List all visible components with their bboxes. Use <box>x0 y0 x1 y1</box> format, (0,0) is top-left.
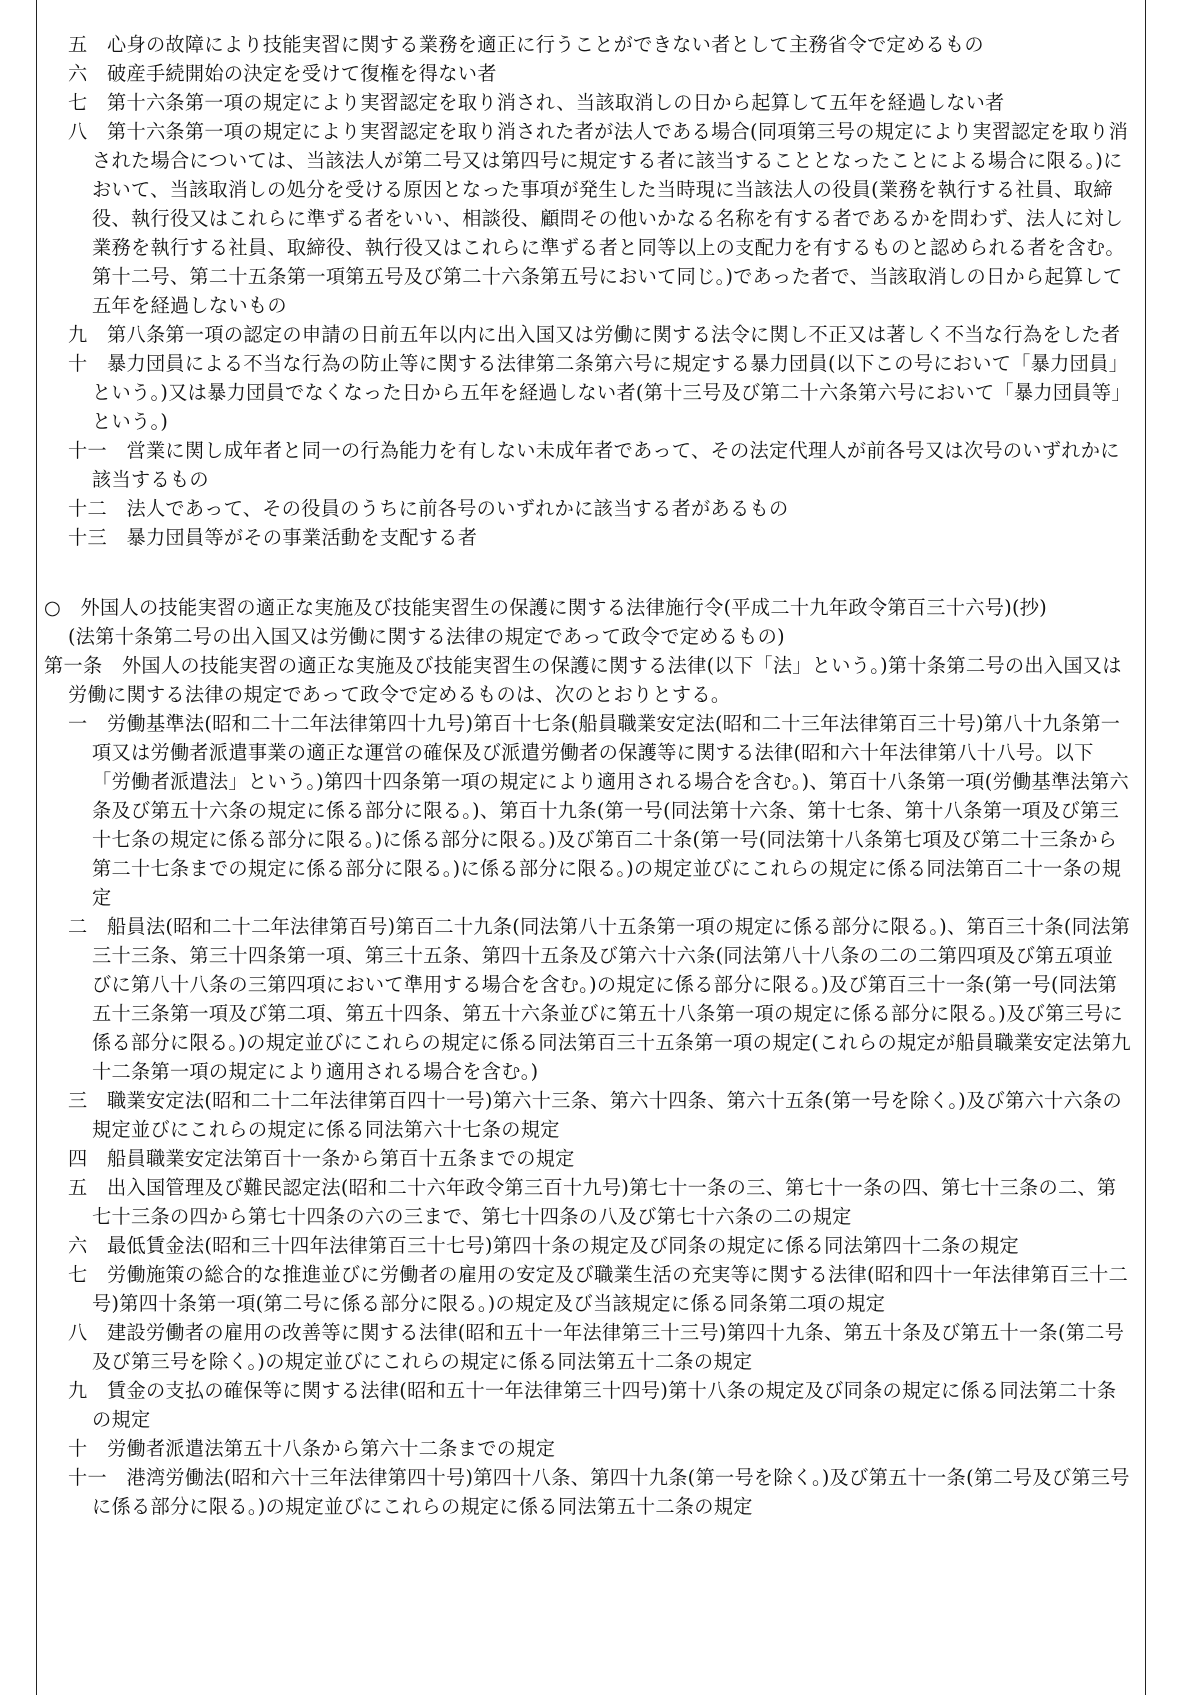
list-item: 四 船員職業安定法第百十一条から第百十五条までの規定 <box>68 1147 575 1170</box>
section-spacer <box>44 581 1132 593</box>
list-item: 八 建設労働者の雇用の改善等に関する法律(昭和五十一年法律第三十三号)第四十九条、第五十条及び第五十一条(第二号及び第三号を除く。)の規定並びにこれらの規定に係る同法第五十二条の規定 <box>68 1321 1125 1373</box>
list-item: 九 賃金の支払の確保等に関する法律(昭和五十一年法律第三十四号)第十八条の規定及び同条の規定に係る同法第二十条の規定 <box>68 1379 1117 1431</box>
list-item: 六 最低賃金法(昭和三十四年法律第百三十七号)第四十条の規定及び同条の規定に係る同法第四十二条の規定 <box>68 1234 1019 1257</box>
list-item: 十 暴力団員による不当な行為の防止等に関する法律第二条第六号に規定する暴力団員(以下この号において「暴力団員」という。)又は暴力団員でなくなった日から五年を経過しない者(第十三号及び第二十六条第六号において「暴力団員等」という。) <box>68 352 1131 433</box>
list-item: 十 労働者派遣法第五十八条から第六十二条までの規定 <box>68 1437 556 1460</box>
section-spacer <box>44 552 1132 581</box>
section-enforcement-order <box>44 593 1132 1521</box>
list-item: 十三 暴力団員等がその事業活動を支配する者 <box>68 526 478 549</box>
list-item: 九 第八条第一項の認定の申請の日前五年以内に出入国又は労働に関する法令に関し不正又は著しく不当な行為をした者 <box>68 323 1121 346</box>
list-item: 十一 営業に関し成年者と同一の行為能力を有しない未成年者であって、その法定代理人が前各号又は次号のいずれかに該当するもの <box>68 439 1120 491</box>
list-item: 八 第十六条第一項の規定により実習認定を取り消された者が法人である場合(同項第三号の規定により実習認定を取り消された場合については、当該法人が第二号又は第四号に規定する者に該当することとなったことによる場合に限る。)において、当該取消しの処分を受ける原因となった事項が発生した当時現に当該法人の役員(業務を執行する社員、取締役、執行役又はこれらに準ずる者をいい、相談役、顧問その他いかなる名称を有する者であるかを問わず、法人に対し業務を執行する社員、取締役、執行役又はこれらに準ずる者と同等以上の支配力を有するものと認められる者を含む。第十二号、第二十五条第一項第五号及び第二十六条第五号において同じ。)であった者で、当該取消しの日から起算して五年を経過しないもの <box>68 120 1129 317</box>
list-item: 二 船員法(昭和二十二年法律第百号)第百二十九条(同法第八十五条第一項の規定に係る部分に限る。)、第百三十条(同法第三十三条、第三十四条第一項、第三十五条、第四十五条及び第六十六条(同法第八十八条の二の二第四項及び第五項並びに第八十八条の三第四項において準用する場合を含む。)の規定に係る部分に限る。)及び第百三十一条(第一号(同法第五十三条第一項及び第二項、第五十四条、第五十六条並びに第五十八条第一項の規定に係る部分に限る。)及び第三号に係る部分に限る。)の規定並びにこれらの規定に係る同法第百三十五条第一項の規定(これらの規定が船員職業安定法第九十二条第一項の規定により適用される場合を含む。) <box>68 915 1131 1083</box>
list-item: 五 心身の故障により技能実習に関する業務を適正に行うことができない者として主務省令で定めるもの <box>68 33 984 56</box>
document-body <box>44 30 1132 1521</box>
order-title: ○ 外国人の技能実習の適正な実施及び技能実習生の保護に関する法律施行令(平成二十九年政令第百三十六号)(抄) <box>44 596 1048 619</box>
list-item: 七 労働施策の総合的な推進並びに労働者の雇用の安定及び職業生活の充実等に関する法律(昭和四十一年法律第百三十二号)第四十条第一項(第二号に係る部分に限る。)の規定及び当該規定に係る同条第二項の規定 <box>68 1263 1129 1315</box>
list-item: 一 労働基準法(昭和二十二年法律第四十九号)第百十七条(船員職業安定法(昭和二十三年法律第百三十号)第八十九条第一項又は労働者派遣事業の適正な運営の確保及び派遣労働者の保護等に関する法律(昭和六十年法律第八十八号。以下「労働者派遣法」という。)第四十四条第一項の規定により適用される場合を含む。)、第百十八条第一項(労働基準法第六条及び第五十六条の規定に係る部分に限る。)、第百十九条(第一号(同法第十六条、第十七条、第十八条第一項及び第三十七条の規定に係る部分に限る。)に係る部分に限る。)及び第百二十条(第一号(同法第十八条第七項及び第二十三条から第二十七条までの規定に係る部分に限る。)に係る部分に限る。)の規定並びにこれらの規定に係る同法第百二十一条の規定 <box>68 712 1129 909</box>
list-item: 十一 港湾労働法(昭和六十三年法律第四十号)第四十八条、第四十九条(第一号を除く。)及び第五十一条(第二号及び第三号に係る部分に限る。)の規定並びにこれらの規定に係る同法第五十二条の規定 <box>68 1466 1130 1518</box>
article-caption: (法第十条第二号の出入国又は労働に関する法律の規定であって政令で定めるもの) <box>68 625 785 648</box>
article-1: 第一条 外国人の技能実習の適正な実施及び技能実習生の保護に関する法律(以下「法」という。)第十条第二号の出入国又は労働に関する法律の規定であって政令で定めるものは、次のとおりとする。 <box>44 654 1122 706</box>
list-item: 三 職業安定法(昭和二十二年法律第百四十一号)第六十三条、第六十四条、第六十五条(第一号を除く。)及び第六十六条の規定並びにこれらの規定に係る同法第六十七条の規定 <box>68 1089 1122 1141</box>
list-item: 七 第十六条第一項の規定により実習認定を取り消され、当該取消しの日から起算して五年を経過しない者 <box>68 91 1005 114</box>
section-disqualification-list <box>44 30 1132 552</box>
list-item: 十二 法人であって、その役員のうちに前各号のいずれかに該当する者があるもの <box>68 497 789 520</box>
list-item: 六 破産手続開始の決定を受けて復権を得ない者 <box>68 62 497 85</box>
list-item: 五 出入国管理及び難民認定法(昭和二十六年政令第三百十九号)第七十一条の三、第七十一条の四、第七十三条の二、第七十三条の四から第七十四条の六の三まで、第七十四条の八及び第七十六条の二の規定 <box>68 1176 1117 1228</box>
